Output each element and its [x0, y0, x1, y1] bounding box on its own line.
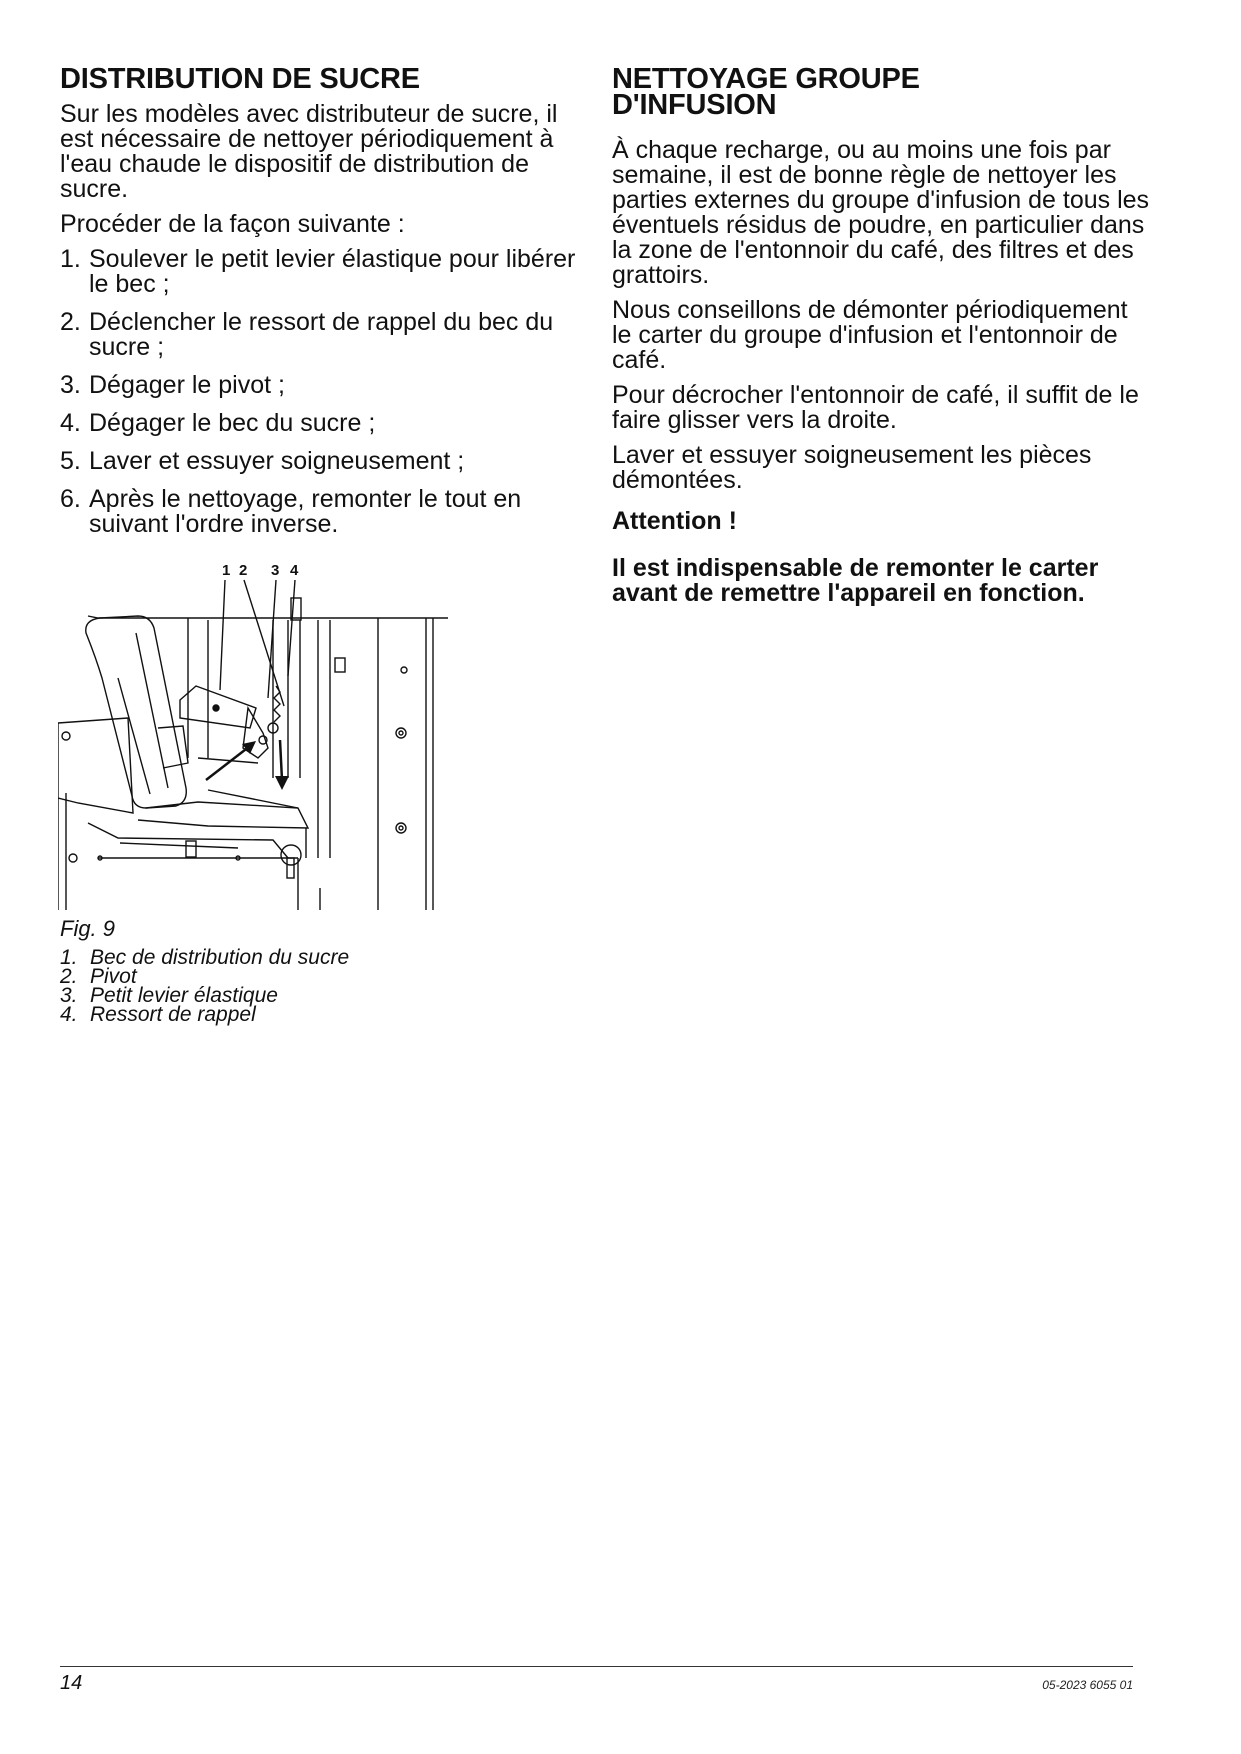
warning-text: Il est indispensable de remonter le carter avant de remettre l'appareil en fonction.: [612, 554, 1099, 607]
callout-1: 1: [222, 562, 231, 579]
infusion-paragraph: Nous conseillons de démonter périodiquement le carter du groupe d'infusion et l'entonnoir de café.: [612, 296, 1128, 374]
steps-list: [60, 247, 580, 537]
page-number: 14: [60, 1672, 83, 1694]
section-title-sugar: DISTRIBUTION DE SUCRE: [60, 63, 420, 95]
step-item: 6. Après le nettoyage, remonter le tout en suivant l'ordre inverse.: [60, 485, 522, 538]
attention-heading: Attention !: [612, 507, 737, 535]
right-column: [612, 63, 1152, 616]
sugar-dispenser-drawing: [58, 558, 458, 910]
infusion-paragraph: Laver et essuyer soigneusement les pièces démontées.: [612, 441, 1092, 494]
legend-item: 4. Ressort de rappel: [60, 1003, 256, 1026]
figure-legend: [60, 948, 349, 1024]
infusion-paragraph: Pour décrocher l'entonnoir de café, il suffit de le faire glisser vers la droite.: [612, 381, 1139, 434]
section-title-infusion: NETTOYAGE GROUPE D'INFUSION: [612, 63, 920, 121]
footer-divider: [60, 1666, 1133, 1667]
legend-item: 2. Pivot: [60, 965, 137, 988]
legend-item: 3. Petit levier élastique: [60, 984, 278, 1007]
left-column: [60, 63, 580, 550]
figure-caption: Fig. 9: [60, 916, 116, 941]
intro-paragraph: Sur les modèles avec distributeur de sucre, il est nécessaire de nettoyer périodiquement à l'eau chaude le dispositif de distribution de sucre.: [60, 100, 558, 203]
document-code: 05-2023 6055 01: [1042, 1678, 1133, 1692]
step-item: 2. Déclencher le ressort de rappel du bec du sucre ;: [60, 308, 554, 361]
step-item: 4. Dégager le bec du sucre ;: [60, 409, 376, 437]
step-item: 5. Laver et essuyer soigneusement ;: [60, 447, 465, 475]
callout-4: 4: [290, 562, 299, 579]
legend-item: 1. Bec de distribution du sucre: [60, 946, 350, 969]
callout-3: 3: [271, 562, 280, 579]
sugar-dispenser-illustration: [58, 558, 458, 910]
callout-2: 2: [239, 562, 248, 579]
infusion-paragraph: À chaque recharge, ou au moins une fois par semaine, il est de bonne règle de nettoyer les parties externes du groupe d'infusion de tous les éventuels résidus de poudre, en particulier dans la zone de l'entonnoir du café, des filtres et des grattoirs.: [612, 136, 1150, 289]
step-item: 3. Dégager le pivot ;: [60, 371, 285, 399]
procedure-paragraph: Procéder de la façon suivante :: [60, 210, 405, 238]
step-item: 1. Soulever le petit levier élastique pour libérer le bec ;: [60, 245, 576, 298]
